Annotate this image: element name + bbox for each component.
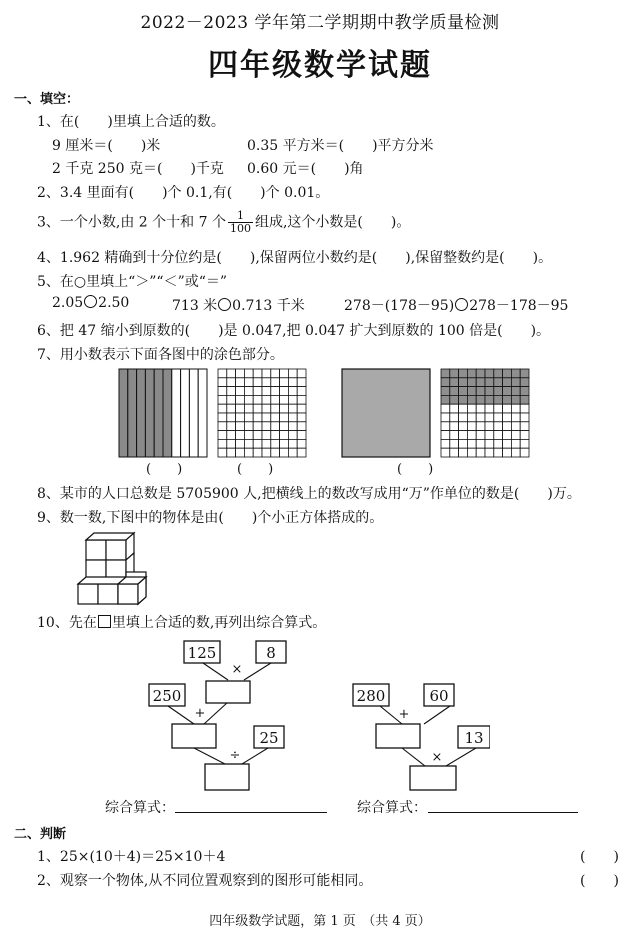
grid-cell xyxy=(485,439,494,448)
grid-cell xyxy=(227,431,236,440)
grid-cell xyxy=(227,448,236,457)
strip xyxy=(163,369,172,457)
grid-cell xyxy=(280,448,289,457)
grid-cell xyxy=(218,404,227,413)
grid-cell xyxy=(297,387,306,396)
compare-circle[interactable] xyxy=(84,295,97,308)
question-3-after: 组成,这个小数是( )。 xyxy=(254,214,411,231)
grid-cell xyxy=(253,395,262,404)
grid-cell xyxy=(494,448,503,457)
grid-cell xyxy=(467,422,476,431)
question-5-stem: 5、在○里填上“＞”“＜”或“＝” xyxy=(37,274,228,290)
grid-cell xyxy=(271,378,280,387)
grid-cell xyxy=(253,369,262,378)
grid-cell xyxy=(288,404,297,413)
grid-cell xyxy=(494,369,503,378)
question-9: 9、数一数,下图中的物体是由( )个小正方体搭成的。 xyxy=(37,510,384,526)
grid-cell xyxy=(244,431,253,440)
strip xyxy=(181,369,190,457)
grid-cell xyxy=(459,369,468,378)
op-plus: + xyxy=(194,706,206,721)
grid-cell xyxy=(520,413,529,422)
grid-cell xyxy=(218,422,227,431)
grid-cell xyxy=(253,387,262,396)
question-1-stem: 1、在( )里填上合适的数。 xyxy=(37,114,225,130)
q5c-right: 278－178－95 xyxy=(469,298,569,314)
grid-cell xyxy=(262,378,271,387)
page-title: 四年级数学试题 xyxy=(208,48,432,83)
q5b-right: 0.713 千米 xyxy=(232,298,305,314)
grid-cell xyxy=(218,387,227,396)
grid-cell xyxy=(236,395,245,404)
grid-cell xyxy=(271,404,280,413)
grid-cell xyxy=(218,431,227,440)
figure-square-shaded xyxy=(341,368,431,458)
grid-cell xyxy=(450,395,459,404)
grid-cell xyxy=(236,369,245,378)
grid-cell xyxy=(494,387,503,396)
grid-cell xyxy=(520,448,529,457)
q5a-left: 2.05 xyxy=(52,295,84,311)
grid-cell xyxy=(467,378,476,387)
grid-cell xyxy=(511,431,520,440)
grid-cell xyxy=(236,439,245,448)
grid-cell xyxy=(218,369,227,378)
grid-cell xyxy=(236,413,245,422)
grid-cell xyxy=(227,422,236,431)
grid-cell xyxy=(227,404,236,413)
grid-cell xyxy=(227,369,236,378)
judge-2-bracket[interactable]: ( ) xyxy=(580,873,619,889)
grid-cell xyxy=(227,395,236,404)
grid-cell xyxy=(503,387,512,396)
grid-cell xyxy=(520,404,529,413)
grid-cell xyxy=(441,369,450,378)
grid-cell xyxy=(236,431,245,440)
grid-cell xyxy=(485,378,494,387)
answer-box[interactable] xyxy=(410,766,456,790)
grid-cell xyxy=(450,431,459,440)
grid-cell xyxy=(262,422,271,431)
fraction-denominator: 100 xyxy=(229,222,251,235)
grid-cell xyxy=(450,378,459,387)
grid-cell xyxy=(244,395,253,404)
grid-cell xyxy=(450,448,459,457)
grid-cell xyxy=(476,439,485,448)
grid-cell xyxy=(441,378,450,387)
grid-cell xyxy=(450,387,459,396)
strip xyxy=(154,369,163,457)
grid-cell xyxy=(280,431,289,440)
grid-cell xyxy=(459,448,468,457)
grid-cell xyxy=(253,378,262,387)
grid-cell xyxy=(511,395,520,404)
grid-cell xyxy=(511,413,520,422)
grid-cell xyxy=(511,404,520,413)
num-60: 60 xyxy=(429,687,449,705)
grid-cell xyxy=(262,448,271,457)
grid-cell xyxy=(467,439,476,448)
grid-cell xyxy=(244,387,253,396)
figure-grid-partial xyxy=(440,368,530,458)
grid-cell xyxy=(520,369,529,378)
question-5a xyxy=(52,295,129,311)
grid-cell xyxy=(280,387,289,396)
q5c-left: 278－(178－95) xyxy=(344,298,455,314)
grid-cell xyxy=(288,422,297,431)
figure-strips xyxy=(118,368,208,458)
exam-header: 2022－2023 学年第二学期期中教学质量检测 xyxy=(140,13,500,33)
grid-cell xyxy=(494,431,503,440)
question-1c: 2 千克 250 克＝( )千克 xyxy=(52,161,224,177)
grid-cell xyxy=(503,439,512,448)
grid-cell xyxy=(476,431,485,440)
grid-cell xyxy=(262,395,271,404)
grid-cell xyxy=(511,369,520,378)
question-3-before: 3、一个小数,由 2 个十和 7 个 xyxy=(37,214,226,231)
grid-cell xyxy=(450,369,459,378)
grid-cell xyxy=(271,422,280,431)
op-times: × xyxy=(231,662,243,677)
grid-cell xyxy=(236,422,245,431)
grid-cell xyxy=(297,439,306,448)
grid-cell xyxy=(244,439,253,448)
grid-cell xyxy=(467,395,476,404)
grid-cell xyxy=(503,395,512,404)
grid-cell xyxy=(297,413,306,422)
grid-cell xyxy=(253,404,262,413)
grid-cell xyxy=(485,431,494,440)
fraction xyxy=(228,210,253,235)
grid-cell xyxy=(288,413,297,422)
grid-cell xyxy=(236,387,245,396)
grid-cell xyxy=(503,378,512,387)
grid-cell xyxy=(485,369,494,378)
strip xyxy=(128,369,137,457)
grid-cell xyxy=(494,422,503,431)
grid-cell xyxy=(253,439,262,448)
grid-cell xyxy=(467,431,476,440)
grid-cell xyxy=(459,378,468,387)
grid-cell xyxy=(441,395,450,404)
answer-box[interactable] xyxy=(205,764,249,790)
grid-cell xyxy=(227,413,236,422)
grid-cell xyxy=(244,422,253,431)
grid-cell xyxy=(503,413,512,422)
grid-cell xyxy=(227,378,236,387)
grid-cell xyxy=(494,395,503,404)
question-1b: 0.35 平方米＝( )平方分米 xyxy=(247,138,434,154)
grid-cell xyxy=(236,378,245,387)
grid-cell xyxy=(262,439,271,448)
grid-cell xyxy=(271,431,280,440)
answer-box[interactable] xyxy=(376,724,420,748)
grid-cell xyxy=(280,404,289,413)
grid-cell xyxy=(244,413,253,422)
grid-cell xyxy=(459,431,468,440)
grid-cell xyxy=(253,413,262,422)
grid-cell xyxy=(441,431,450,440)
grid-cell xyxy=(271,413,280,422)
grid-cell xyxy=(485,387,494,396)
fraction-numerator: 1 xyxy=(228,210,253,223)
formula-line-left[interactable] xyxy=(175,812,327,813)
grid-cell xyxy=(467,387,476,396)
grid-cell xyxy=(520,395,529,404)
grid-cell xyxy=(441,422,450,431)
grid-cell xyxy=(288,439,297,448)
grid-cell xyxy=(244,448,253,457)
strip xyxy=(198,369,207,457)
grid-cell xyxy=(236,448,245,457)
grid-cell xyxy=(459,387,468,396)
section-heading-judge: 二、判断 xyxy=(14,827,67,842)
grid-cell xyxy=(253,422,262,431)
grid-cell xyxy=(297,395,306,404)
q7-blank-1[interactable]: ( ) xyxy=(146,462,183,477)
strip xyxy=(172,369,181,457)
grid-cell xyxy=(485,413,494,422)
num-125: 125 xyxy=(187,644,217,662)
section-heading-fill: 一、填空： xyxy=(14,92,80,107)
grid-cell xyxy=(494,378,503,387)
q5b-left: 713 米 xyxy=(172,298,218,314)
grid-cell xyxy=(297,448,306,457)
question-5c xyxy=(344,295,568,315)
grid-cell xyxy=(227,387,236,396)
compare-circle[interactable] xyxy=(455,298,468,311)
grid-cell xyxy=(511,378,520,387)
q10-before: 10、先在 xyxy=(37,615,97,631)
answer-box[interactable] xyxy=(172,724,216,748)
grid-cell xyxy=(262,404,271,413)
strip xyxy=(189,369,198,457)
grid-cell xyxy=(218,378,227,387)
strip xyxy=(137,369,146,457)
grid-cell xyxy=(450,404,459,413)
q7-blank-3[interactable]: ( ) xyxy=(397,462,434,477)
grid-cell xyxy=(271,395,280,404)
grid-cell xyxy=(271,369,280,378)
strip xyxy=(145,369,154,457)
grid-cell xyxy=(494,439,503,448)
op-times-right: × xyxy=(431,750,443,765)
grid-cell xyxy=(503,404,512,413)
grid-cell xyxy=(459,404,468,413)
grid-cell xyxy=(280,369,289,378)
grid-cell xyxy=(244,378,253,387)
grid-cell xyxy=(262,369,271,378)
grid-cell xyxy=(262,431,271,440)
grid-cell xyxy=(476,387,485,396)
question-8: 8、某市的人口总数是 5705900 人,把横线上的数改写成用“万”作单位的数是( )万。 xyxy=(37,486,581,502)
grid-cell xyxy=(467,448,476,457)
question-4: 4、1.962 精确到十分位约是( ),保留两位小数约是( ),保留整数约是( )。 xyxy=(37,250,553,266)
grid-cell xyxy=(288,448,297,457)
grid-cell xyxy=(218,395,227,404)
formula-line-right[interactable] xyxy=(428,812,578,813)
grid-cell xyxy=(476,378,485,387)
grid-cell xyxy=(485,422,494,431)
judge-1: 1、25×(10＋4)＝25×10＋4 xyxy=(37,849,226,865)
grid-cell xyxy=(494,413,503,422)
grid-cell xyxy=(476,422,485,431)
grid-cell xyxy=(441,387,450,396)
grid-cell xyxy=(244,404,253,413)
shaded-square xyxy=(342,369,430,457)
question-6: 6、把 47 缩小到原数的( )是 0.047,把 0.047 扩大到原数的 100 倍是( )。 xyxy=(37,323,551,339)
grid-cell xyxy=(288,431,297,440)
grid-cell xyxy=(450,439,459,448)
grid-cell xyxy=(485,404,494,413)
grid-cell xyxy=(280,413,289,422)
grid-cell xyxy=(441,439,450,448)
question-3 xyxy=(37,210,410,235)
grid-cell xyxy=(511,439,520,448)
question-1a: 9 厘米＝( )米 xyxy=(52,138,161,154)
grid-cell xyxy=(459,422,468,431)
grid-cell xyxy=(503,422,512,431)
box-icon xyxy=(98,615,111,628)
answer-box[interactable] xyxy=(206,681,250,703)
calc-tree-diagram xyxy=(140,636,490,796)
grid-cell xyxy=(503,448,512,457)
grid-cell xyxy=(297,431,306,440)
grid-cell xyxy=(520,431,529,440)
grid-cell xyxy=(450,413,459,422)
grid-cell xyxy=(459,413,468,422)
grid-cell xyxy=(450,422,459,431)
grid-cell xyxy=(485,448,494,457)
grid-cell xyxy=(494,404,503,413)
grid-cell xyxy=(253,431,262,440)
question-2: 2、3.4 里面有( )个 0.1,有( )个 0.01。 xyxy=(37,185,330,201)
grid-cell xyxy=(520,378,529,387)
grid-cell xyxy=(511,422,520,431)
compare-circle[interactable] xyxy=(218,298,231,311)
grid-cell xyxy=(467,369,476,378)
question-10-stem xyxy=(37,612,326,632)
op-divide: ÷ xyxy=(229,748,241,763)
op-plus-right: + xyxy=(398,707,410,722)
grid-cell xyxy=(288,369,297,378)
grid-cell xyxy=(441,413,450,422)
grid-cell xyxy=(244,369,253,378)
q7-blank-2[interactable]: ( ) xyxy=(237,462,274,477)
grid-cell xyxy=(262,387,271,396)
grid-cell xyxy=(467,404,476,413)
grid-cell xyxy=(297,404,306,413)
grid-cell xyxy=(218,448,227,457)
formula-label-right: 综合算式： xyxy=(357,800,427,816)
grid-cell xyxy=(253,448,262,457)
grid-cell xyxy=(236,404,245,413)
grid-cell xyxy=(459,439,468,448)
grid-cell xyxy=(503,369,512,378)
grid-cell xyxy=(262,413,271,422)
grid-cell xyxy=(288,378,297,387)
q5a-right: 2.50 xyxy=(98,295,130,311)
grid-cell xyxy=(280,422,289,431)
cube-stack-figure xyxy=(76,530,160,610)
strip xyxy=(119,369,128,457)
grid-cell xyxy=(280,378,289,387)
grid-cell xyxy=(520,387,529,396)
question-5b xyxy=(172,295,305,315)
grid-cell xyxy=(288,395,297,404)
grid-cell xyxy=(459,395,468,404)
grid-cell xyxy=(297,378,306,387)
num-25: 25 xyxy=(259,729,279,747)
q10-after: 里填上合适的数,再列出综合算式。 xyxy=(111,615,327,631)
grid-cell xyxy=(476,369,485,378)
question-1d: 0.60 元＝( )角 xyxy=(247,161,364,177)
grid-cell xyxy=(280,439,289,448)
grid-cell xyxy=(503,431,512,440)
grid-cell xyxy=(218,413,227,422)
grid-cell xyxy=(218,439,227,448)
grid-cell xyxy=(271,387,280,396)
grid-cell xyxy=(476,448,485,457)
grid-cell xyxy=(520,422,529,431)
question-7-stem: 7、用小数表示下面各图中的涂色部分。 xyxy=(37,347,284,363)
grid-cell xyxy=(476,404,485,413)
num-13: 13 xyxy=(464,729,484,747)
grid-cell xyxy=(288,387,297,396)
num-250: 250 xyxy=(152,687,182,705)
grid-cell xyxy=(297,369,306,378)
grid-cell xyxy=(441,448,450,457)
grid-cell xyxy=(511,387,520,396)
judge-2: 2、观察一个物体,从不同位置观察到的图形可能相同。 xyxy=(37,873,373,889)
judge-1-bracket[interactable]: ( ) xyxy=(580,849,619,865)
num-8: 8 xyxy=(266,644,276,662)
grid-cell xyxy=(441,404,450,413)
formula-label-left: 综合算式： xyxy=(105,800,175,816)
grid-cell xyxy=(485,395,494,404)
grid-cell xyxy=(271,439,280,448)
page-footer: 四年级数学试题，第 1 页 （共 4 页） xyxy=(209,914,431,929)
grid-cell xyxy=(476,413,485,422)
grid-cell xyxy=(467,413,476,422)
grid-cell xyxy=(511,448,520,457)
grid-cell xyxy=(476,395,485,404)
grid-cell xyxy=(297,422,306,431)
grid-cell xyxy=(271,448,280,457)
grid-cell xyxy=(280,395,289,404)
figure-grid-empty xyxy=(217,368,307,458)
num-280: 280 xyxy=(356,687,386,705)
grid-cell xyxy=(520,439,529,448)
grid-cell xyxy=(227,439,236,448)
